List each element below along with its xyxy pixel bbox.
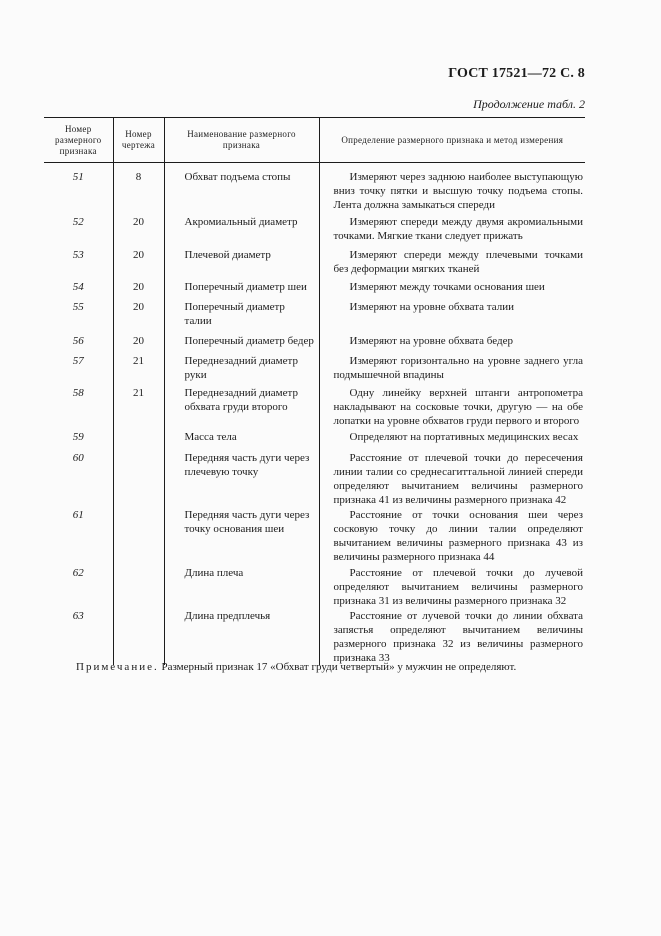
- row-definition: [319, 215, 585, 248]
- row-name: Масса тела: [164, 430, 319, 451]
- table-row: [44, 280, 585, 300]
- row-definition-text: Расстояние от точки основания шеи через сосковую точку до линии талии определяют вычитанием величины размерного признака 43 из величины размерного признака 44: [333, 509, 583, 563]
- page-title: ГОСТ 17521—72 С. 8: [448, 66, 585, 81]
- row-definition-text: Измеряют спереди между двумя акромиальными точками. Мягкие ткани следует прижать: [333, 216, 583, 242]
- table-row: [44, 508, 585, 566]
- row-definition-text: Расстояние от лучевой точки до линии обхвата запястья определяют вычитанием величины размерного признака 32 из величины размерного признака 33: [333, 610, 583, 664]
- row-name: Поперечный диаметр шеи: [164, 280, 319, 300]
- row-definition: [319, 248, 585, 280]
- row-figure: [113, 430, 164, 451]
- row-definition-text: Измеряют между точками основания шеи: [349, 281, 545, 293]
- row-number: 57: [72, 355, 84, 367]
- row-figure: 20: [113, 300, 164, 334]
- row-definition-text: Измеряют спереди между плечевыми точками без деформации мягких тканей: [333, 249, 583, 275]
- row-definition: [319, 430, 585, 451]
- table-row: [44, 609, 585, 665]
- row-number: 59: [72, 431, 84, 443]
- row-number: 62: [72, 567, 84, 579]
- row-number: 52: [72, 216, 84, 228]
- row-figure: 20: [113, 215, 164, 248]
- row-number: 53: [72, 249, 84, 261]
- row-figure: 21: [113, 354, 164, 386]
- column-header-figure: Номер чертежа: [113, 118, 164, 163]
- row-definition-text: Расстояние от плечевой точки до лучевой определяют вычитанием величины размерного признака 31 из величины размерного признака 32: [333, 567, 583, 607]
- row-name: Поперечный диаметр талии: [164, 300, 319, 334]
- note-text: Размерный признак 17 «Обхват груди четвертый» у мужчин не определяют.: [161, 661, 517, 673]
- table-continuation-label: Продолжение табл. 2: [473, 97, 585, 111]
- row-name: Передняя часть дуги через точку основания шеи: [164, 508, 319, 566]
- table-row: [44, 248, 585, 280]
- row-figure: [113, 451, 164, 508]
- table-row: [44, 386, 585, 430]
- row-definition: [319, 280, 585, 300]
- row-name: Плечевой диаметр: [164, 248, 319, 280]
- row-definition-text: Расстояние от плечевой точки до пересечения линии талии со среднесагиттальной линией спереди определяют вычитанием величины размерного признака 41 из величины размерного признака 42: [333, 452, 583, 506]
- row-definition: [319, 300, 585, 334]
- row-figure: 21: [113, 386, 164, 430]
- row-figure: [113, 609, 164, 665]
- row-number: 51: [72, 171, 84, 183]
- row-number: 58: [72, 387, 84, 399]
- row-definition-text: Измеряют на уровне обхвата бедер: [349, 335, 513, 347]
- table-row: [44, 300, 585, 334]
- table-note: [76, 661, 516, 673]
- row-figure: 8: [113, 163, 164, 216]
- row-name: Переднезадний диаметр руки: [164, 354, 319, 386]
- column-header-definition: Определение размерного признака и метод измерения: [319, 118, 585, 163]
- row-number: 56: [72, 335, 84, 347]
- row-figure: 20: [113, 280, 164, 300]
- row-name: Обхват подъема стопы: [164, 163, 319, 216]
- column-header-name: Наименование размерного признака: [164, 118, 319, 163]
- row-definition: [319, 508, 585, 566]
- row-definition: [319, 334, 585, 354]
- row-figure: 20: [113, 248, 164, 280]
- row-name: Поперечный диаметр бедер: [164, 334, 319, 354]
- row-definition: [319, 163, 585, 216]
- row-definition: [319, 451, 585, 508]
- row-name: Акромиальный диаметр: [164, 215, 319, 248]
- table-row: [44, 334, 585, 354]
- table-row: [44, 566, 585, 609]
- note-lead: Примечание.: [76, 661, 159, 673]
- row-number: 61: [72, 509, 84, 521]
- row-number: 63: [72, 610, 84, 622]
- table-row: [44, 163, 585, 216]
- row-definition-text: Одну линейку верхней штанги антропометра накладывают на сосковые точки, другую — на обе лопатки на уровне обхватов груди первого и второго: [333, 387, 583, 427]
- column-header-number: Номер размерного признака: [44, 118, 113, 163]
- table-row: [44, 215, 585, 248]
- row-definition: [319, 566, 585, 609]
- row-definition: [319, 609, 585, 665]
- dimensions-table: [44, 117, 585, 665]
- row-definition-text: Измеряют на уровне обхвата талии: [349, 301, 514, 313]
- table-header-row: [44, 118, 585, 163]
- table-row: [44, 354, 585, 386]
- row-name: Длина плеча: [164, 566, 319, 609]
- row-name: Переднезадний диаметр обхвата груди второго: [164, 386, 319, 430]
- row-definition-text: Определяют на портативных медицинских весах: [349, 431, 579, 443]
- row-definition-text: Измеряют через заднюю наиболее выступающую вниз точку пятки и высшую точку подъема стопы. Лента должна замыкаться спереди: [333, 171, 583, 211]
- table-row: [44, 430, 585, 451]
- table-row: [44, 451, 585, 508]
- row-name: Передняя часть дуги через плечевую точку: [164, 451, 319, 508]
- row-number: 60: [72, 452, 84, 464]
- row-figure: 20: [113, 334, 164, 354]
- row-definition: [319, 386, 585, 430]
- row-definition-text: Измеряют горизонтально на уровне заднего угла подмышечной впадины: [333, 355, 583, 381]
- row-number: 54: [72, 281, 84, 293]
- row-definition: [319, 354, 585, 386]
- row-figure: [113, 508, 164, 566]
- row-name: Длина предплечья: [164, 609, 319, 665]
- row-number: 55: [72, 301, 84, 313]
- row-figure: [113, 566, 164, 609]
